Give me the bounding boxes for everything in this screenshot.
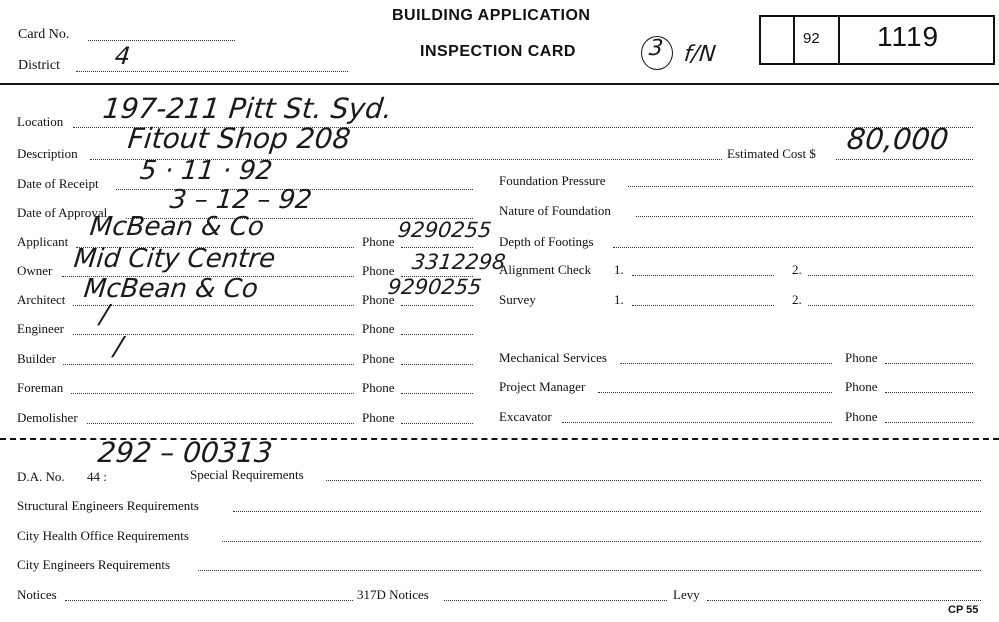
da-number-value: 292 – 00313: [96, 436, 275, 469]
levy-label: Levy: [673, 587, 700, 602]
district-field[interactable]: [76, 71, 348, 72]
da-number-prefix: 44 :: [87, 469, 107, 484]
notices-317d-field[interactable]: [444, 600, 667, 601]
notices-317d-label: 317D Notices: [357, 587, 429, 602]
builder-phone-field[interactable]: [401, 364, 473, 365]
city-health-field[interactable]: [222, 541, 981, 542]
engineer-value: /: [98, 300, 111, 330]
alignment-check-item-1: 1.: [614, 262, 624, 277]
builder-field[interactable]: [63, 364, 354, 365]
demolisher-field[interactable]: [87, 423, 354, 424]
applicant-label: Applicant: [17, 234, 69, 249]
form-title-line1: BUILDING APPLICATION: [392, 7, 591, 24]
builder-label: Builder: [17, 351, 56, 366]
date-approval-value: 3 – 12 – 92: [168, 185, 314, 215]
notices-field[interactable]: [65, 600, 353, 601]
project-manager-label: Project Manager: [499, 379, 586, 394]
circled-number: 3: [647, 36, 665, 61]
header-divider: [0, 83, 999, 85]
mechanical-services-phone-label: Phone: [845, 350, 878, 365]
excavator-phone-field[interactable]: [885, 422, 973, 423]
alignment-check-label: Alignment Check: [499, 262, 592, 277]
date-receipt-label: Date of Receipt: [17, 176, 99, 191]
reference-divider-1: [793, 16, 795, 63]
city-engineers-label: City Engineers Requirements: [17, 557, 171, 572]
survey-field-1[interactable]: [632, 305, 774, 306]
foundation-pressure-label: Foundation Pressure: [499, 173, 606, 188]
architect-field[interactable]: [73, 305, 354, 306]
form-code: CP 55: [948, 604, 979, 616]
mechanical-services-label: Mechanical Services: [499, 350, 607, 365]
survey-field-2[interactable]: [808, 305, 973, 306]
da-number-label: D.A. No.: [17, 469, 65, 484]
special-requirements-field[interactable]: [326, 480, 981, 481]
demolisher-phone-label: Phone: [362, 410, 395, 425]
levy-field[interactable]: [707, 600, 981, 601]
alignment-check-item-2: 2.: [792, 262, 802, 277]
nature-foundation-field[interactable]: [636, 216, 973, 217]
project-manager-field[interactable]: [598, 392, 832, 393]
owner-phone-value: 3312298: [410, 250, 507, 274]
foreman-phone-field[interactable]: [401, 393, 473, 394]
form-title-line2: INSPECTION CARD: [420, 43, 576, 60]
architect-phone-label: Phone: [362, 292, 395, 307]
estimated-cost-label: Estimated Cost $: [727, 146, 816, 161]
inspector-initials: f/N: [682, 42, 717, 67]
district-label: District: [18, 58, 60, 73]
foreman-phone-label: Phone: [362, 380, 395, 395]
city-health-label: City Health Office Requirements: [17, 528, 189, 543]
owner-phone-label: Phone: [362, 263, 395, 278]
district-value: 4: [113, 42, 132, 70]
reference-prefix: 92: [803, 30, 820, 47]
alignment-check-field-1[interactable]: [632, 275, 774, 276]
architect-phone-field[interactable]: [401, 305, 473, 306]
notices-label: Notices: [17, 587, 57, 602]
survey-item-1: 1.: [614, 292, 624, 307]
demolisher-phone-field[interactable]: [401, 423, 473, 424]
builder-value: /: [112, 332, 125, 362]
city-engineers-field[interactable]: [198, 570, 981, 571]
description-value: Fitout Shop 208: [126, 122, 353, 155]
survey-item-2: 2.: [792, 292, 802, 307]
engineer-phone-label: Phone: [362, 321, 395, 336]
foundation-pressure-field[interactable]: [628, 186, 973, 187]
nature-foundation-label: Nature of Foundation: [499, 203, 611, 218]
excavator-label: Excavator: [499, 409, 552, 424]
excavator-phone-label: Phone: [845, 409, 878, 424]
architect-label: Architect: [17, 292, 66, 307]
reference-number: 1119: [877, 21, 940, 52]
card-no-label: Card No.: [18, 27, 70, 42]
owner-label: Owner: [17, 263, 53, 278]
structural-engineers-field[interactable]: [233, 511, 981, 512]
depth-footings-field[interactable]: [613, 247, 973, 248]
structural-engineers-label: Structural Engineers Requirements: [17, 498, 199, 513]
depth-footings-label: Depth of Footings: [499, 234, 594, 249]
applicant-value: McBean & Co: [88, 212, 266, 242]
applicant-phone-label: Phone: [362, 234, 395, 249]
mechanical-services-field[interactable]: [620, 363, 832, 364]
owner-value: Mid City Centre: [72, 244, 277, 274]
location-label: Location: [17, 114, 64, 129]
mechanical-services-phone-field[interactable]: [885, 363, 973, 364]
applicant-phone-value: 9290255: [396, 218, 493, 242]
survey-label: Survey: [499, 292, 536, 307]
description-label: Description: [17, 146, 78, 161]
builder-phone-label: Phone: [362, 351, 395, 366]
foreman-field[interactable]: [71, 393, 354, 394]
project-manager-phone-label: Phone: [845, 379, 878, 394]
location-value: 197-211 Pitt St. Syd.: [101, 92, 394, 125]
foreman-label: Foreman: [17, 380, 64, 395]
engineer-phone-field[interactable]: [401, 334, 473, 335]
engineer-label: Engineer: [17, 321, 64, 336]
card-no-field[interactable]: [88, 40, 235, 41]
applicant-phone-field[interactable]: [401, 247, 473, 248]
special-requirements-label: Special Requirements: [190, 467, 304, 482]
estimated-cost-field[interactable]: [836, 159, 973, 160]
date-approval-label: Date of Approval: [17, 205, 108, 220]
reference-divider-2: [838, 16, 840, 63]
architect-phone-value: 9290255: [386, 275, 483, 299]
alignment-check-field-2[interactable]: [808, 275, 973, 276]
estimated-cost-value: 80,000: [845, 122, 951, 156]
architect-value: McBean & Co: [82, 274, 260, 304]
project-manager-phone-field[interactable]: [885, 392, 973, 393]
demolisher-label: Demolisher: [17, 410, 78, 425]
date-receipt-value: 5 · 11 · 92: [138, 156, 274, 186]
excavator-field[interactable]: [562, 422, 832, 423]
